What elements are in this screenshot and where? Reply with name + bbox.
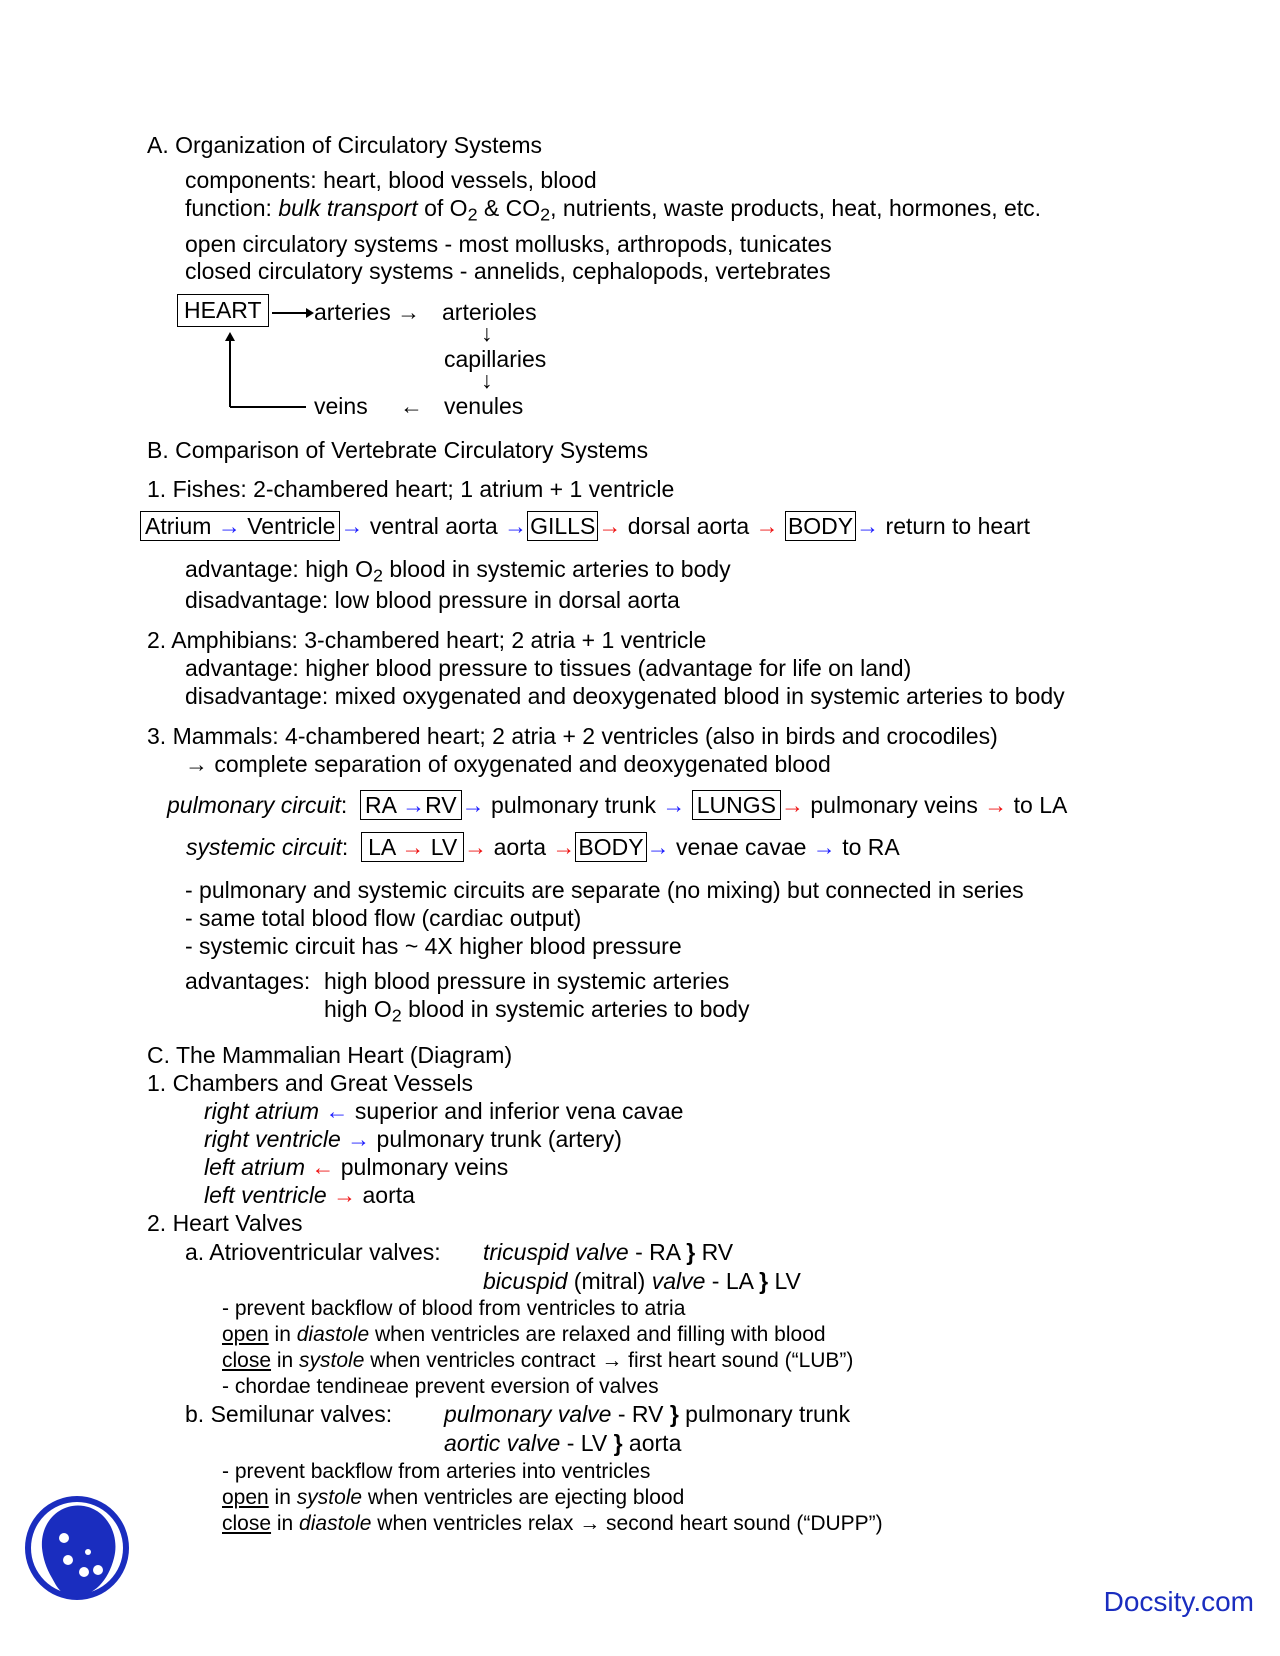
fish-advantage: advantage: high $O_2$ blood in systemic arteries to body <box>185 556 731 586</box>
sl-note-3: close in diastole when ventricles relax → second heart sound (“DUPP”) <box>222 1512 883 1535</box>
pulmonary-circuit: pulmonary circuit: RA →RV → pulmonary trunk → LUNGS → pulmonary veins → to LA <box>167 792 1068 818</box>
systemic-circuit: systemic circuit: LA → LV → aorta → BODY → venae cavae → to RA <box>186 834 900 860</box>
veins-label: veins <box>314 393 368 419</box>
advantage-2: high $O_2$ blood in systemic arteries to body <box>324 996 750 1026</box>
docsity-watermark[interactable]: Docsity.com <box>1103 1586 1254 1617</box>
down-arrow-1: ↓ <box>481 320 493 346</box>
tricuspid-line: tricuspid valve - RA } RV <box>483 1239 734 1265</box>
arteries-label: arteries → <box>314 299 421 325</box>
arterioles-label: arterioles <box>442 299 537 325</box>
mammal-note-3: - systemic circuit has ~ 4X higher blood pressure <box>185 933 682 959</box>
av-valves-label: a. Atrioventricular valves: <box>185 1239 441 1265</box>
amph-disadvantage: disadvantage: mixed oxygenated and deoxygenated blood in systemic arteries to body <box>185 683 1065 709</box>
heart-in-arrowhead <box>225 332 235 341</box>
section-c-heading: C. The Mammalian Heart (Diagram) <box>147 1042 513 1068</box>
heart-out-arrowhead <box>306 308 314 318</box>
bicuspid-line: bicuspid (mitral) valve - LA } LV <box>483 1268 801 1294</box>
advantage-1: high blood pressure in systemic arteries <box>324 968 730 994</box>
closed-systems-line: closed circulatory systems - annelids, cephalopods, vertebrates <box>185 258 831 284</box>
sl-note-1: - prevent backflow from arteries into ventricles <box>222 1460 651 1483</box>
open-systems-line: open circulatory systems - most mollusks, arthropods, tunicates <box>185 231 832 257</box>
valves-title: 2. Heart Valves <box>147 1210 303 1236</box>
aortic-valve-line: aortic valve - LV } aorta <box>444 1430 682 1456</box>
av-note-2: open in diastole when ventricles are relaxed and filling with blood <box>222 1323 826 1346</box>
mammals-title: 3. Mammals: 4-chambered heart; 2 atria + 2 ventricles (also in birds and crocodiles) <box>147 723 998 749</box>
right-ventricle-line: right ventricle → pulmonary trunk (artery) <box>204 1126 622 1152</box>
section-b-heading: B. Comparison of Vertebrate Circulatory Systems <box>147 437 649 463</box>
left-ventricle-line: left ventricle → aorta <box>204 1182 415 1208</box>
capillaries-label: capillaries <box>444 346 547 372</box>
av-note-4: - chordae tendineae prevent eversion of valves <box>222 1375 659 1398</box>
amphibians-title: 2. Amphibians: 3-chambered heart; 2 atria + 1 ventricle <box>147 627 707 653</box>
right-atrium-line: right atrium ← superior and inferior vena cavae <box>204 1098 684 1124</box>
pulmonary-valve-line: pulmonary valve - RV } pulmonary trunk <box>444 1401 851 1427</box>
components-line: components: heart, blood vessels, blood <box>185 167 597 193</box>
left-atrium-line: left atrium ← pulmonary veins <box>204 1154 509 1180</box>
heart-box: HEART <box>177 294 269 327</box>
separation-line: → complete separation of oxygenated and deoxygenated blood <box>185 751 831 777</box>
fish-disadvantage: disadvantage: low blood pressure in dorsal aorta <box>185 587 680 613</box>
venules-label: venules <box>444 393 524 419</box>
docsity-logo-icon <box>22 1490 132 1610</box>
semilunar-label: b. Semilunar valves: <box>185 1401 393 1427</box>
function-line: function: bulk transport of $O_2$ & $CO_2$, nutrients, waste products, heat, hormones, etc. <box>185 195 1042 225</box>
mammal-note-2: - same total blood flow (cardiac output) <box>185 905 582 931</box>
amph-advantage: advantage: higher blood pressure to tissues (advantage for life on land) <box>185 655 912 681</box>
av-note-3: close in systole when ventricles contract → first heart sound (“LUB”) <box>222 1349 854 1372</box>
av-note-1: - prevent backflow of blood from ventricles to atria <box>222 1297 686 1320</box>
section-a-heading: A. Organization of Circulatory Systems <box>147 132 542 158</box>
left-arrow: ← <box>400 393 423 419</box>
advantages-label: advantages: <box>185 968 311 994</box>
fishes-title: 1. Fishes: 2-chambered heart; 1 atrium + 1 ventricle <box>147 476 675 502</box>
down-arrow-2: ↓ <box>481 367 493 393</box>
chambers-title: 1. Chambers and Great Vessels <box>147 1070 473 1096</box>
sl-note-2: open in systole when ventricles are ejecting blood <box>222 1486 685 1509</box>
fish-circuit: Atrium → Ventricle → ventral aorta → GILLS → dorsal aorta → BODY → return to heart <box>140 513 1030 540</box>
mammal-note-1: - pulmonary and systemic circuits are separate (no mixing) but connected in series <box>185 877 1024 903</box>
